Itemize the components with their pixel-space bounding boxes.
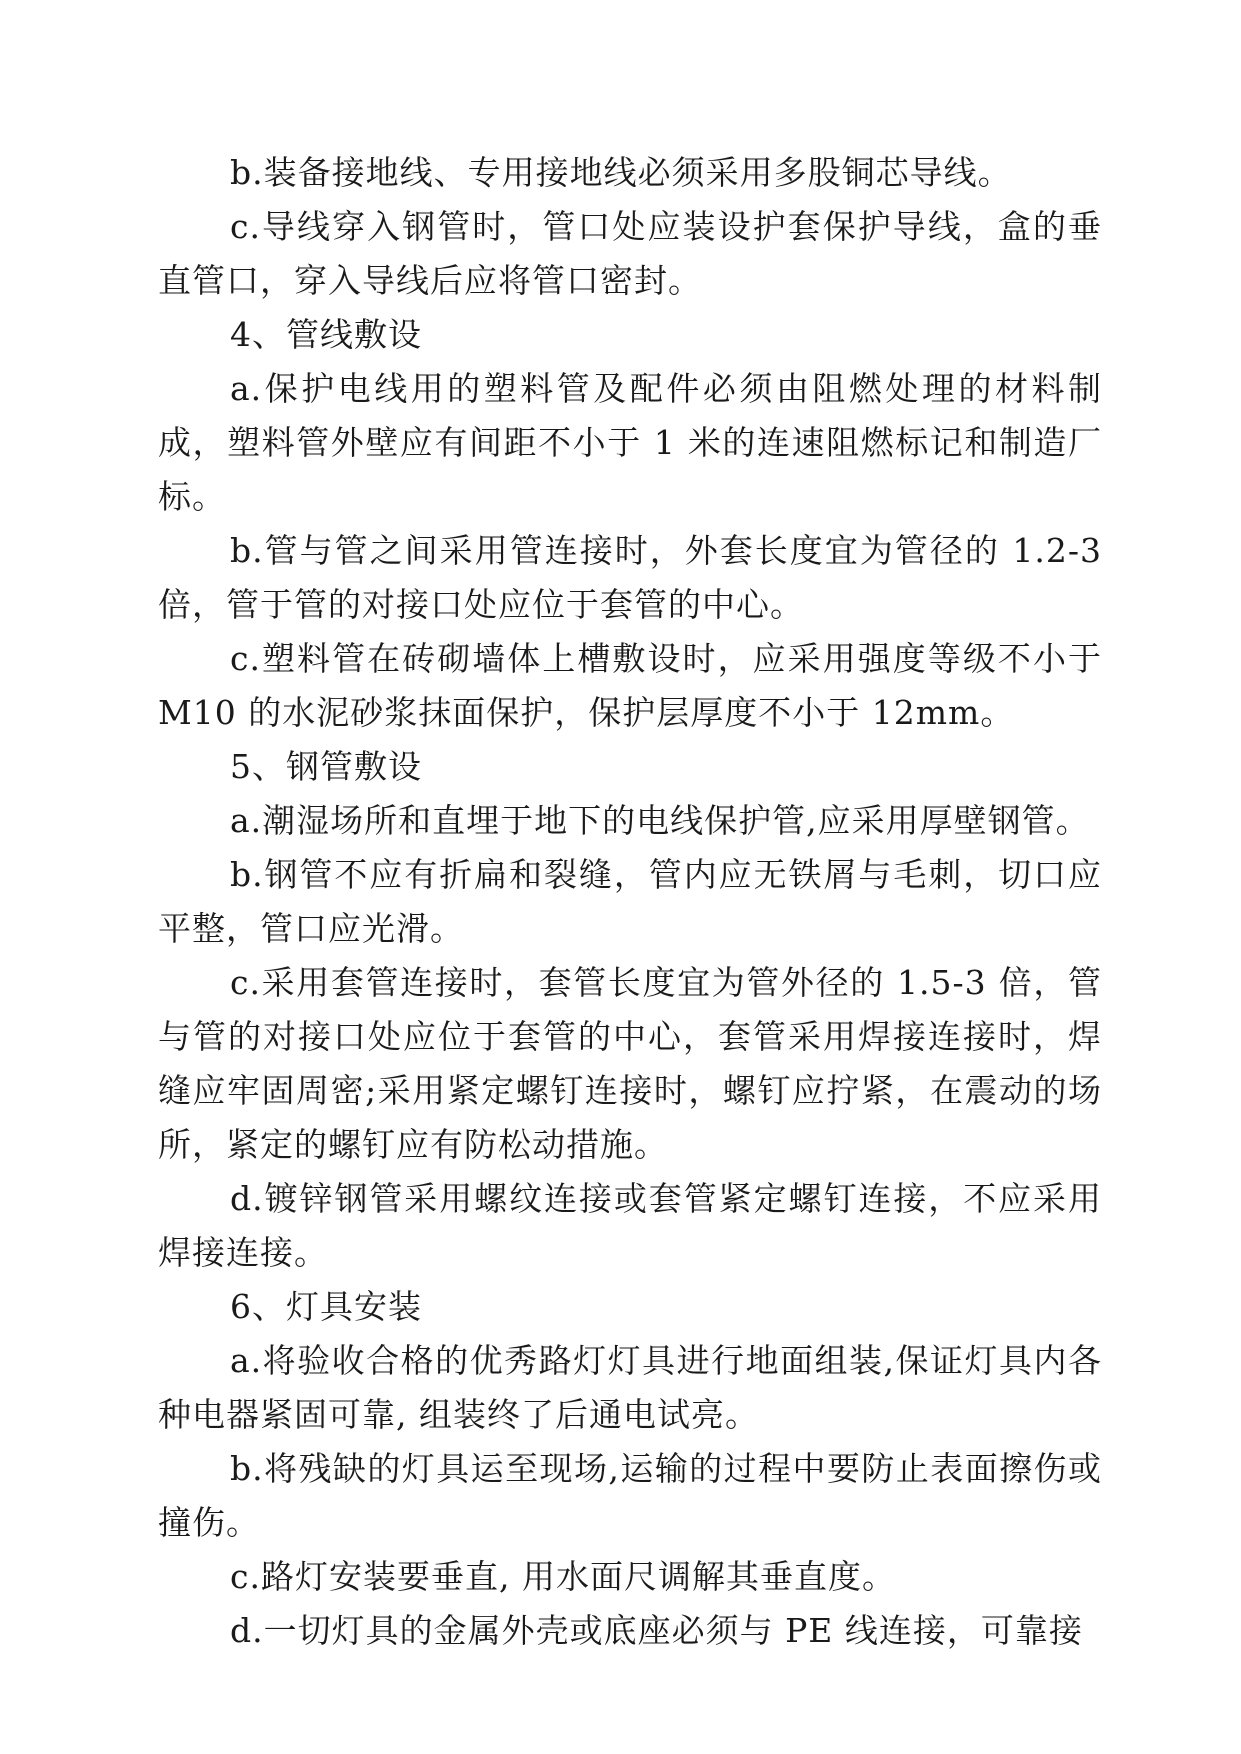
paragraph-lamp-assembly: a.将验收合格的优秀路灯灯具进行地面组装,保证灯具内各种电器紧固可靠, 组装终了后通电试亮。 bbox=[158, 1341, 1102, 1434]
section-heading-lamp-installation: 6、灯具安装 bbox=[230, 1287, 422, 1326]
paragraph-thick-wall-steel-pipe: a.潮湿场所和直埋于地下的电线保护管,应采用厚壁钢管。 bbox=[230, 801, 1090, 840]
paragraph-lamp-grounding: d.一切灯具的金属外壳或底座必须与 PE 线连接，可靠接 bbox=[230, 1611, 1083, 1650]
paragraph-plastic-pipe-material: a.保护电线用的塑料管及配件必须由阻燃处理的材料制成，塑料管外壁应有间距不小于 1 米的连速阻燃标记和制造厂标。 bbox=[158, 369, 1102, 516]
section-heading-pipe-laying: 4、管线敷设 bbox=[230, 315, 422, 354]
paragraph-wire-into-steel-pipe: c.导线穿入钢管时，管口处应装设护套保护导线，盒的垂直管口，穿入导线后应将管口密封。 bbox=[158, 207, 1102, 300]
paragraph-galvanized-pipe: d.镀锌钢管采用螺纹连接或套管紧定螺钉连接，不应采用焊接连接。 bbox=[158, 1179, 1102, 1272]
section-heading-steel-pipe-laying: 5、钢管敷设 bbox=[230, 747, 422, 786]
paragraph-plastic-pipe-in-wall: c.塑料管在砖砌墙体上槽敷设时，应采用强度等级不小于M10 的水泥砂浆抹面保护，保护层厚度不小于 12mm。 bbox=[158, 639, 1102, 732]
paragraph-grounding-wire: b.装备接地线、专用接地线必须采用多股铜芯导线。 bbox=[230, 153, 1012, 192]
paragraph-lamp-vertical: c.路灯安装要垂直, 用水面尺调解其垂直度。 bbox=[230, 1557, 896, 1596]
paragraph-sleeve-connection: c.采用套管连接时，套管长度宜为管外径的 1.5-3 倍，管与管的对接口处应位于套管的中心，套管采用焊接连接时，焊缝应牢固周密;采用紧定螺钉连接时，螺钉应拧紧，在震动的场所，紧定的螺钉应有防松动措施。 bbox=[158, 963, 1102, 1164]
document-body bbox=[158, 146, 1102, 1658]
paragraph-pipe-connection: b.管与管之间采用管连接时，外套长度宜为管径的 1.2-3 倍，管于管的对接口处应位于套管的中心。 bbox=[158, 531, 1102, 624]
paragraph-steel-pipe-quality: b.钢管不应有折扁和裂缝，管内应无铁屑与毛刺，切口应平整，管口应光滑。 bbox=[158, 855, 1102, 948]
paragraph-lamp-transport: b.将残缺的灯具运至现场,运输的过程中要防止表面擦伤或撞伤。 bbox=[158, 1449, 1102, 1542]
